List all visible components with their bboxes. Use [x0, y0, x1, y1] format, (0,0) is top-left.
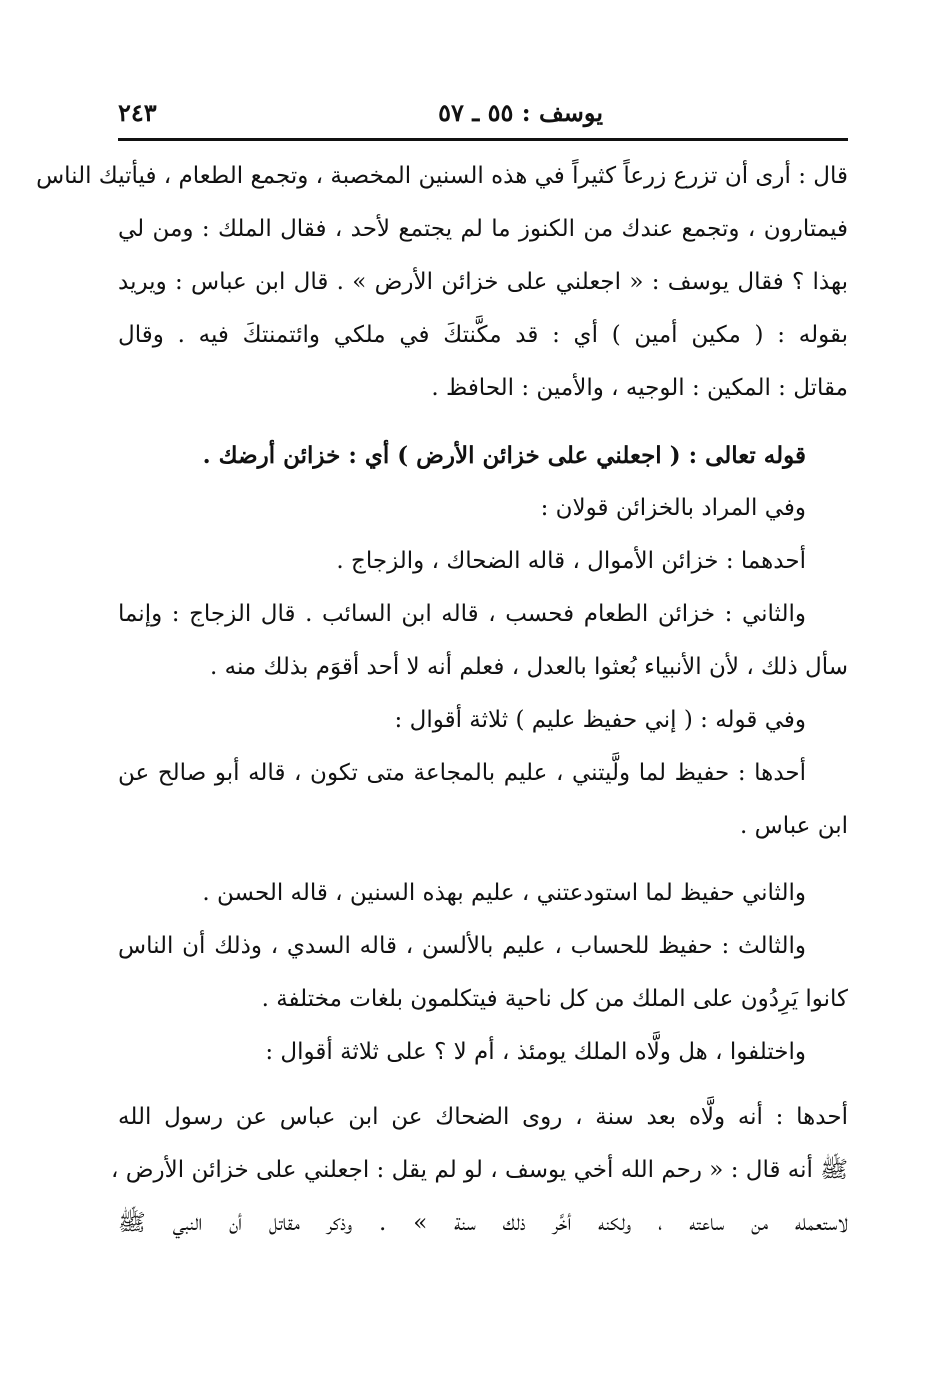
text-line: بقوله : ( مكين أمين ) أي : قد مكَّنتكَ في ملكي وائتمنتكَ فيه . وقال: [118, 322, 848, 348]
text-line: أحدها : أنه ولَّاه بعد سنة ، روى الضحاك عن ابن عباس عن رسول الله: [118, 1104, 848, 1130]
text-line: بهذا ؟ فقال يوسف : « اجعلني على خزائن الأرض » . قال ابن عباس : ويريد: [118, 269, 848, 295]
page-header: [118, 92, 848, 132]
text-line: سأل ذلك ، لأن الأنبياء بُعثوا بالعدل ، فعلم أنه لا أحد أقوَم بذلك منه .: [210, 654, 848, 680]
running-title: يوسف : ٥٥ ـ ٥٧: [438, 97, 603, 127]
text-line: واختلفوا ، هل ولَّاه الملك يومئذ ، أم لا ؟ على ثلاثة أقوال :: [265, 1039, 806, 1065]
main-text: [36, 150, 848, 1250]
page-number: ٢٤٣: [118, 97, 157, 127]
text-line: وفي قوله : ( إني حفيظ عليم ) ثلاثة أقوال :: [394, 707, 806, 733]
text-line: مقاتل : المكين : الوجيه ، والأمين : الحافظ .: [431, 375, 848, 401]
text-line: كانوا يَرِدُون على الملك من كل ناحية فيتكلمون بلغات مختلفة .: [261, 986, 848, 1012]
text-line: وفي المراد بالخزائن قولان :: [540, 495, 806, 521]
text-line: لاستعمله من ساعته ، ولكنه أخَّر ذلك سنة » . وذكر مقاتل أن النبي ﷺ: [118, 1210, 848, 1236]
text-line: قوله تعالى : ( اجعلني على خزائن الأرض ) أي : خزائن أرضك .: [202, 442, 806, 469]
text-line: قال : أرى أن تزرع زرعاً كثيراً في هذه السنين المخصبة ، وتجمع الطعام ، فيأتيك الناس: [36, 163, 848, 189]
text-line: ابن عباس .: [740, 813, 848, 839]
text-line: والثاني حفيظ لما استودعتني ، عليم بهذه السنين ، قاله الحسن .: [202, 880, 806, 906]
text-line: أحدهما : خزائن الأموال ، قاله الضحاك ، والزجاج .: [336, 548, 806, 574]
header-rule: [118, 138, 848, 141]
text-line: والثاني : خزائن الطعام فحسب ، قاله ابن السائب . قال الزجاج : وإنما: [118, 601, 806, 627]
text-line: ﷺ أنه قال : « رحم الله أخي يوسف ، لو لم يقل : اجعلني على خزائن الأرض ،: [111, 1157, 848, 1183]
text-line: أحدها : حفيظ لما ولَّيتني ، عليم بالمجاعة متى تكون ، قاله أبو صالح عن: [118, 760, 806, 786]
text-line: فيمتارون ، وتجمع عندك من الكنوز ما لم يجتمع لأحد ، فقال الملك : ومن لي: [118, 216, 848, 242]
text-line: والثالث : حفيظ للحساب ، عليم بالألسن ، قاله السدي ، وذلك أن الناس: [118, 933, 806, 959]
